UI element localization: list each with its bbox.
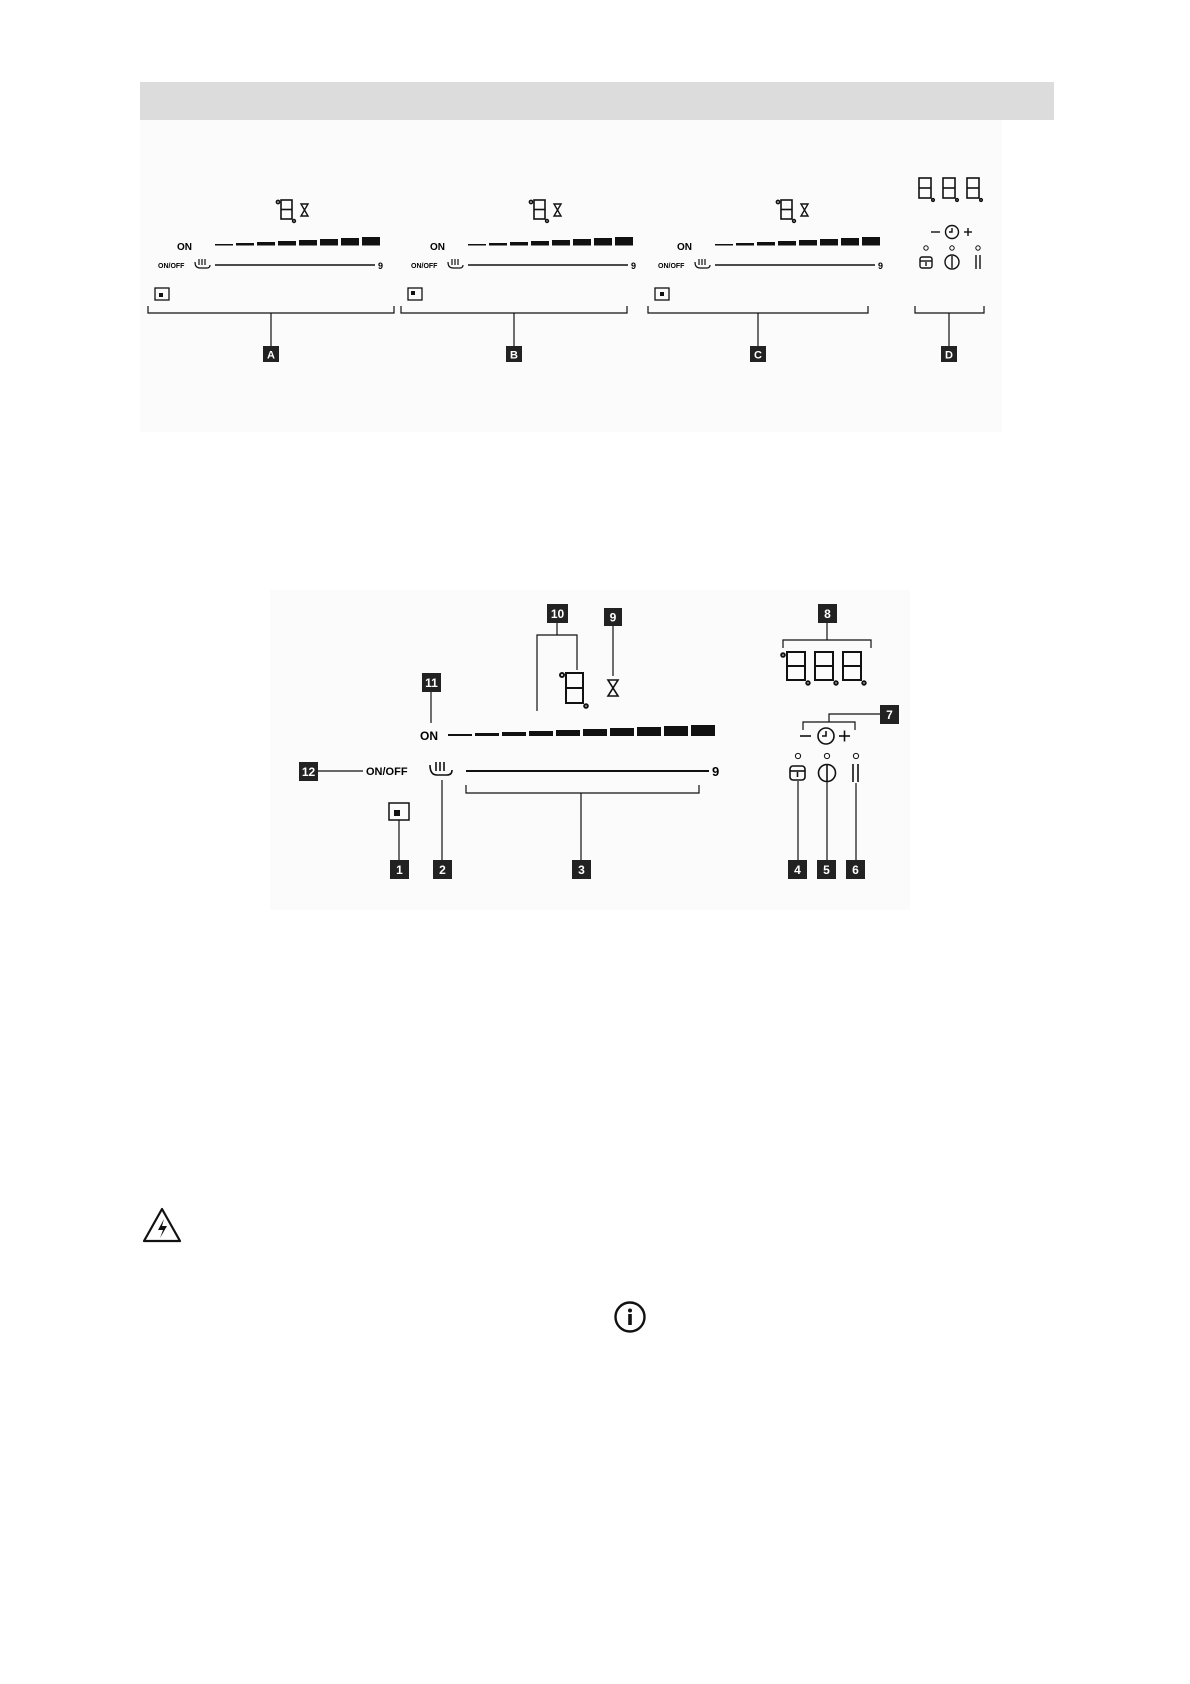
max-level: 9 bbox=[712, 764, 720, 779]
zone-c bbox=[648, 200, 883, 362]
zone-a bbox=[148, 200, 394, 362]
clock-icon bbox=[818, 728, 834, 744]
bracket bbox=[648, 306, 868, 313]
cooking-zone-key-icon bbox=[655, 288, 669, 300]
max-level: 9 bbox=[631, 261, 637, 271]
callout-10: 10 bbox=[550, 607, 565, 621]
lock-icon bbox=[920, 257, 932, 268]
onoff-label: ON/OFF bbox=[658, 263, 685, 270]
onoff-label: ON/OFF bbox=[366, 766, 408, 778]
callout-11: 11 bbox=[425, 676, 438, 690]
callout-5: 5 bbox=[823, 863, 830, 877]
digit-display-icon bbox=[529, 200, 548, 222]
heat-icon bbox=[448, 259, 463, 268]
onoff-label: ON/OFF bbox=[158, 263, 185, 270]
control-panel-overview bbox=[140, 120, 1002, 432]
on-label: ON bbox=[677, 242, 692, 253]
control-panel-detail bbox=[270, 590, 910, 910]
timer-display-icon bbox=[919, 178, 982, 201]
callout-7: 7 bbox=[886, 708, 893, 722]
plus-icon bbox=[839, 731, 850, 742]
callout-4: 4 bbox=[794, 863, 801, 877]
bracket bbox=[148, 306, 394, 313]
hourglass-icon bbox=[608, 680, 618, 696]
info-icon bbox=[613, 1300, 647, 1334]
zone-letter: A bbox=[267, 349, 275, 362]
zone-b bbox=[401, 200, 636, 362]
max-level: 9 bbox=[378, 261, 384, 271]
clock-icon bbox=[946, 226, 959, 239]
cooking-zone-key-icon bbox=[408, 288, 422, 300]
bracket bbox=[401, 306, 627, 313]
pause-icon bbox=[976, 255, 980, 269]
zone-letter: D bbox=[945, 349, 953, 362]
hourglass-icon bbox=[801, 204, 808, 216]
callout-2: 2 bbox=[439, 863, 446, 877]
callout-6: 6 bbox=[852, 863, 859, 877]
zone-letter: C bbox=[754, 349, 762, 362]
bracket bbox=[915, 306, 984, 313]
cooking-zone-key-icon bbox=[155, 288, 169, 300]
hourglass-icon bbox=[554, 204, 561, 216]
zone-letter: B bbox=[510, 349, 518, 362]
callout-8: 8 bbox=[824, 607, 831, 621]
timer-display-icon bbox=[781, 652, 866, 685]
hourglass-icon bbox=[301, 204, 308, 216]
indicator-dots bbox=[924, 246, 980, 250]
power-level-bar bbox=[448, 725, 715, 736]
heat-icon bbox=[195, 259, 210, 268]
heat-icon bbox=[695, 259, 710, 268]
power-level-bar bbox=[715, 237, 880, 246]
heat-icon bbox=[430, 762, 452, 775]
plus-icon bbox=[964, 228, 972, 236]
on-label: ON bbox=[177, 242, 192, 253]
digit-display-icon bbox=[776, 200, 795, 222]
header-band bbox=[140, 82, 1054, 120]
digit-display-icon bbox=[276, 200, 295, 222]
power-level-bar bbox=[468, 237, 633, 246]
power-icon bbox=[819, 765, 836, 782]
callout-3: 3 bbox=[578, 863, 585, 877]
indicator-dots bbox=[795, 753, 858, 758]
on-label: ON bbox=[420, 729, 438, 743]
callout-12: 12 bbox=[301, 765, 316, 779]
onoff-label: ON/OFF bbox=[411, 263, 438, 270]
callout-1: 1 bbox=[396, 863, 403, 877]
digit-display-icon bbox=[560, 673, 588, 708]
max-level: 9 bbox=[878, 261, 884, 271]
warning-icon bbox=[142, 1207, 182, 1243]
cooking-zone-key-icon bbox=[389, 803, 409, 820]
power-level-bar bbox=[215, 237, 380, 246]
lock-icon bbox=[790, 766, 805, 780]
power-icon bbox=[945, 255, 959, 269]
on-label: ON bbox=[430, 242, 445, 253]
pause-icon bbox=[853, 764, 858, 782]
callout-9: 9 bbox=[609, 610, 617, 625]
zone-d bbox=[915, 178, 984, 362]
